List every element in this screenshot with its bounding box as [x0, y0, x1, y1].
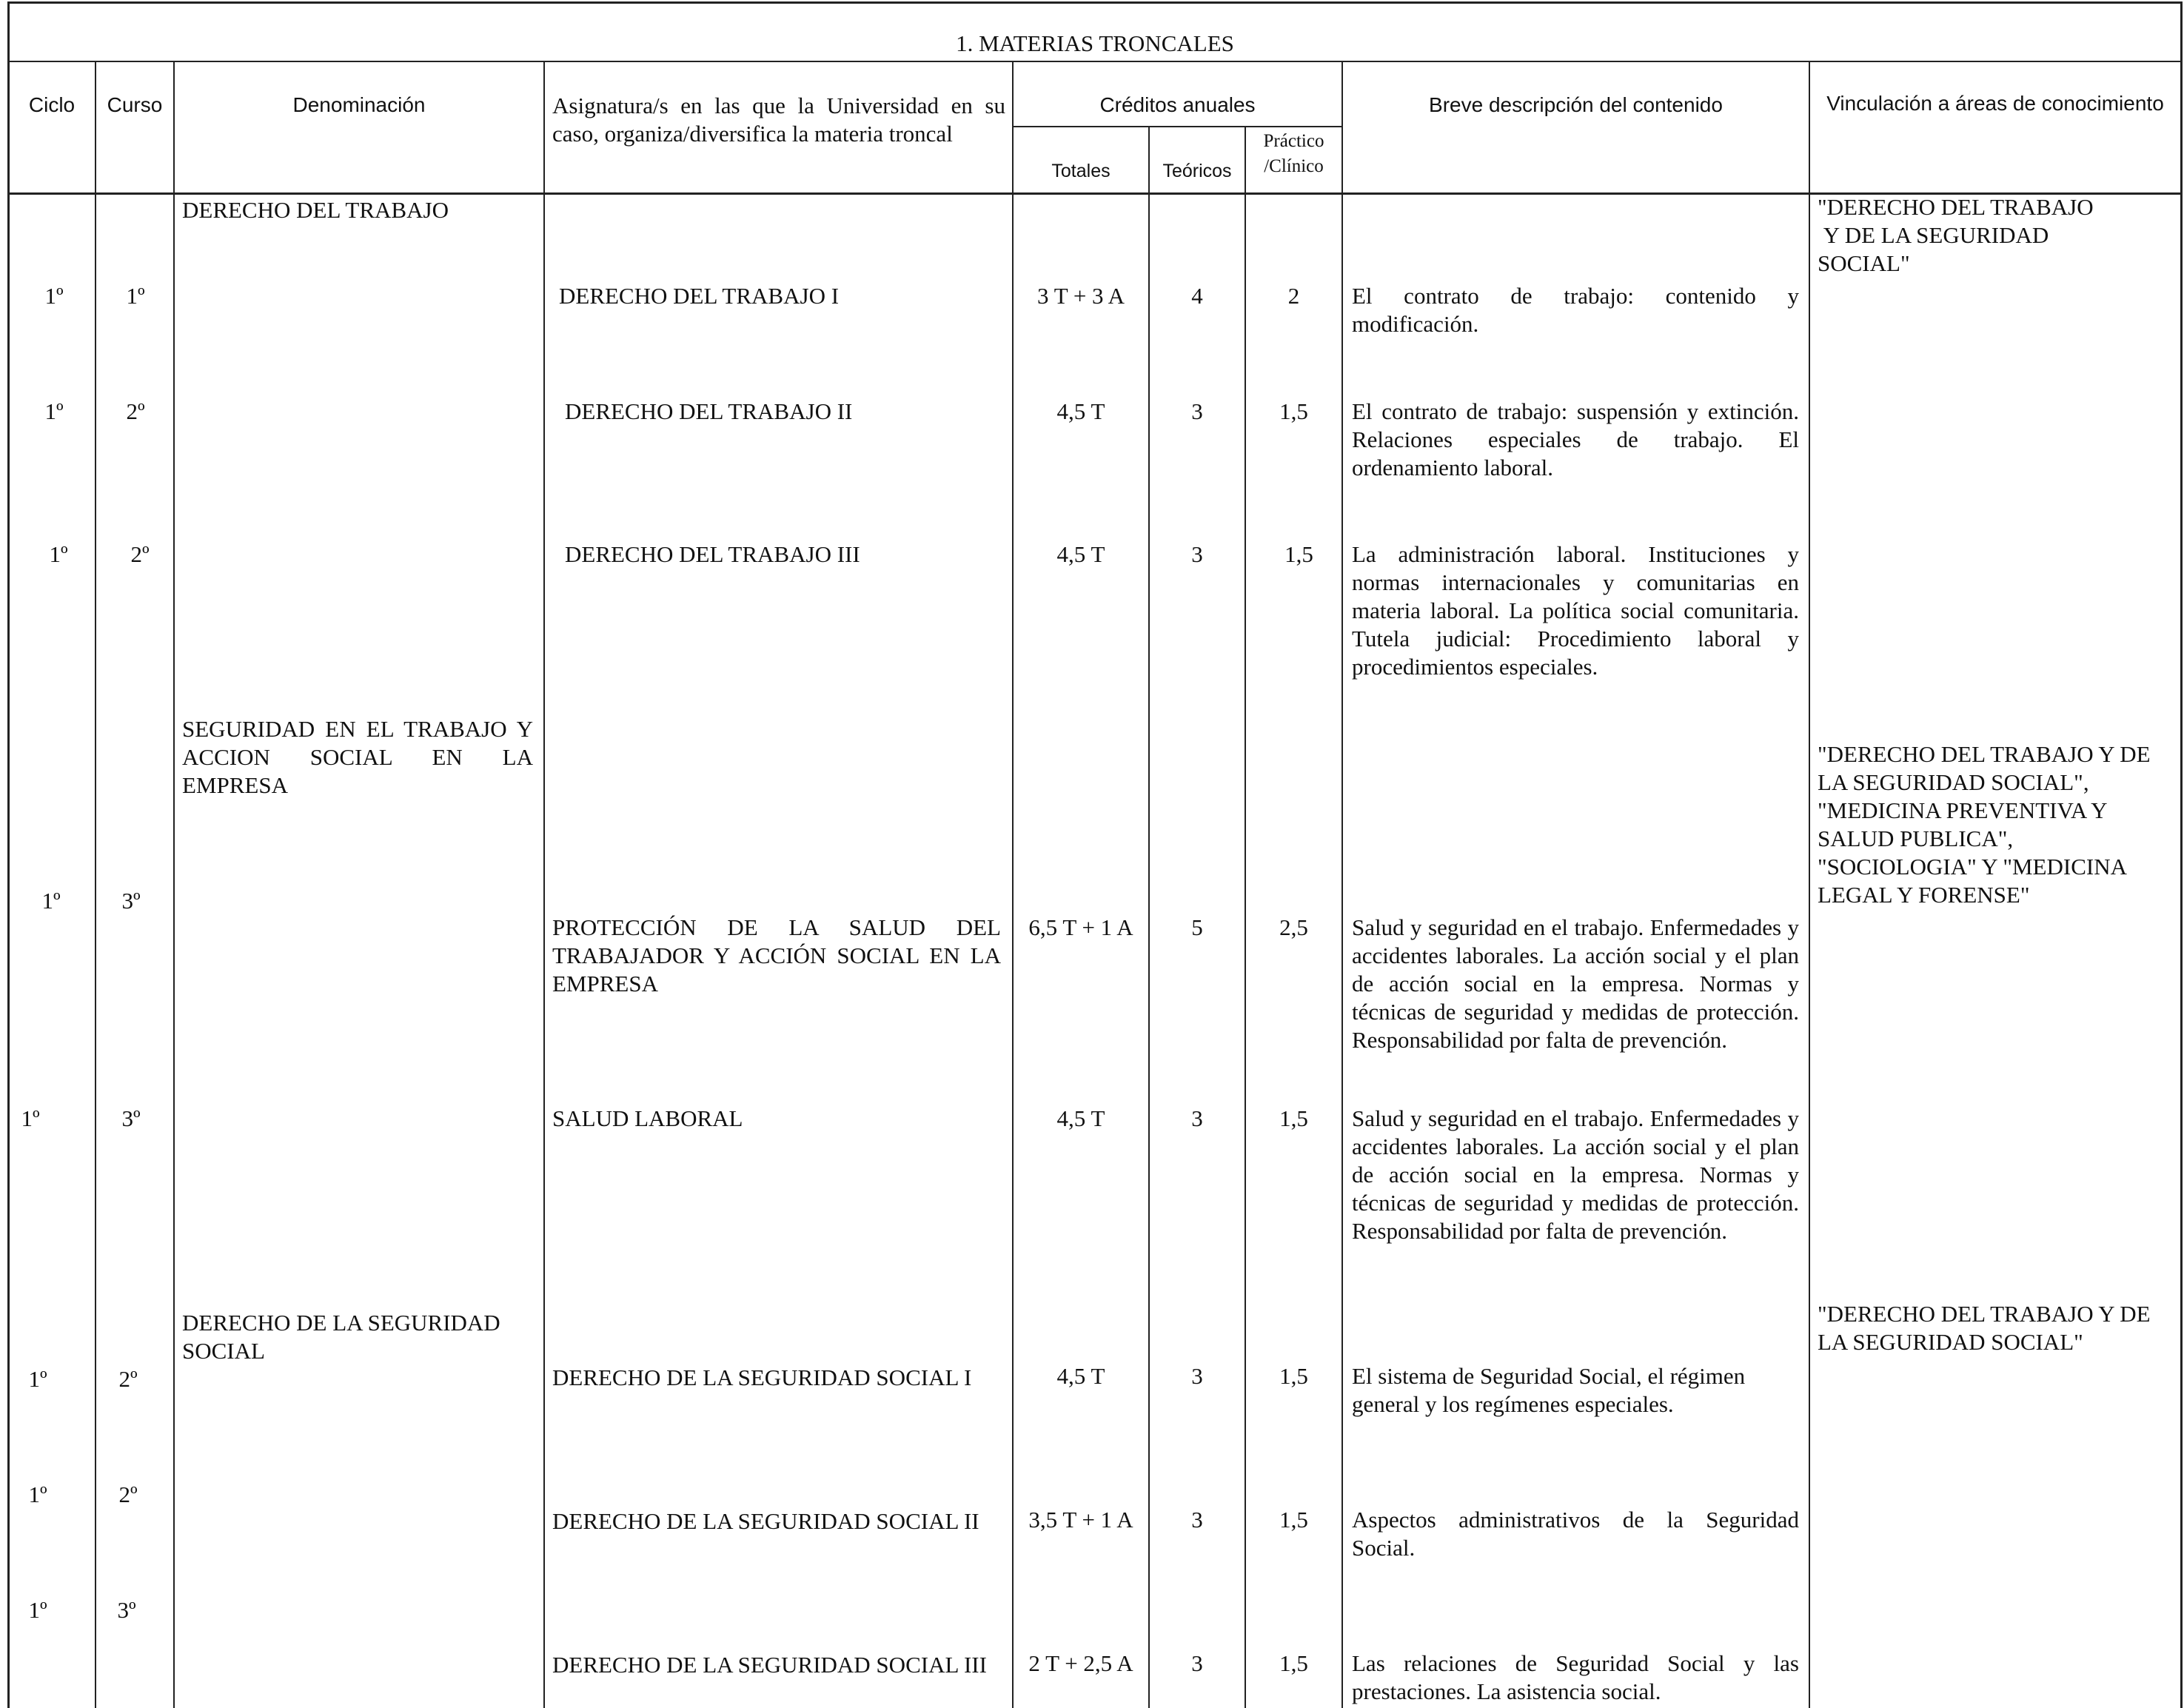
- header-asignatura: Asignatura/s en las que la Universidad en su caso, organiza/diversifica la materia troncal: [552, 93, 1011, 147]
- row-descripcion: El contrato de trabajo: contenido y modificación.: [1352, 283, 1805, 337]
- row-totales: 3,5 T + 1 A: [1028, 1507, 1133, 1533]
- row-curso: 2º: [126, 398, 145, 424]
- header-descripcion: Breve descripción del contenido: [1429, 93, 1723, 116]
- row-ciclo: 1º: [21, 1105, 40, 1131]
- header-creditos: Créditos anuales: [1099, 93, 1256, 116]
- row-ciclo: 1º: [28, 1481, 47, 1507]
- row-asignatura: DERECHO DE LA SEGURIDAD SOCIAL I: [552, 1364, 972, 1390]
- row-curso: 2º: [118, 1366, 138, 1392]
- row-asignatura: SALUD LABORAL: [552, 1105, 743, 1131]
- vinculacion-seguridad-social: "DERECHO DEL TRABAJO Y DE LA SEGURIDAD SOCIAL": [1818, 1301, 2157, 1355]
- row-curso: 3º: [121, 888, 141, 914]
- row-descripcion: El sistema de Seguridad Social, el régimen general y los regímenes especiales.: [1352, 1363, 1751, 1417]
- row-asignatura: DERECHO DEL TRABAJO I: [559, 283, 840, 309]
- row-totales: 2 T + 2,5 A: [1028, 1650, 1133, 1676]
- header-vinculacion: Vinculación a áreas de conocimiento: [1826, 92, 2164, 115]
- header-curso: Curso: [107, 93, 163, 116]
- denominacion-seguridad-trabajo: SEGURIDAD EN EL TRABAJO Y ACCION SOCIAL EN LA EMPRESA: [182, 716, 539, 798]
- row-teoricos: 3: [1191, 1650, 1203, 1676]
- row-teoricos: 3: [1191, 1363, 1203, 1389]
- row-teoricos: 3: [1191, 398, 1203, 424]
- row-teoricos: 5: [1191, 914, 1203, 940]
- row-ciclo: 1º: [28, 1597, 47, 1623]
- title-divider: [7, 61, 2183, 62]
- row-teoricos: 4: [1191, 283, 1203, 309]
- col-divider-denominacion: [543, 61, 545, 1708]
- table-border-right: [2180, 1, 2183, 1708]
- row-teoricos: 3: [1191, 1105, 1203, 1131]
- header-denominacion: Denominación: [292, 93, 426, 116]
- denominacion-seguridad-social: DERECHO DE LA SEGURIDAD SOCIAL: [182, 1310, 506, 1364]
- row-totales: 4,5 T: [1056, 1105, 1105, 1131]
- row-practico: 1,5: [1284, 541, 1313, 567]
- row-ciclo: 1º: [28, 1366, 47, 1392]
- header-ciclo: Ciclo: [28, 93, 76, 116]
- row-curso: 3º: [117, 1597, 136, 1623]
- row-totales: 4,5 T: [1056, 1363, 1105, 1389]
- row-ciclo: 1º: [44, 283, 64, 309]
- row-descripcion: La administración laboral. Instituciones y normas internacionales y comunitarias en materia laboral. La política social comunitaria. Tutela judicial: Procedimiento laboral y procedimientos especiales.: [1352, 541, 1805, 680]
- row-practico: 1,5: [1279, 1507, 1308, 1533]
- row-totales: 6,5 T + 1 A: [1028, 914, 1133, 940]
- row-curso: 3º: [121, 1105, 141, 1131]
- row-practico: 2: [1287, 283, 1300, 309]
- row-curso: 2º: [118, 1481, 138, 1507]
- row-practico: 2,5: [1279, 914, 1308, 940]
- row-practico: 1,5: [1279, 1105, 1308, 1131]
- row-curso: 1º: [126, 283, 145, 309]
- vinculacion-seguridad-trabajo: "DERECHO DEL TRABAJO Y DE LA SEGURIDAD SOCIAL", "MEDICINA PREVENTIVA Y SALUD PUBLICA", "SOCIOLOGIA" Y "MEDICINA LEGAL Y FORENSE": [1818, 741, 2157, 908]
- vinculacion-derecho-trabajo: "DERECHO DEL TRABAJO Y DE LA SEGURIDAD SOCIAL": [1818, 194, 2094, 276]
- row-asignatura: DERECHO DEL TRABAJO III: [565, 541, 860, 567]
- col-divider-practico: [1341, 61, 1343, 1708]
- row-asignatura: DERECHO DE LA SEGURIDAD SOCIAL III: [552, 1652, 987, 1678]
- row-asignatura: PROTECCIÓN DE LA SALUD DEL TRABAJADOR Y ACCIÓN SOCIAL EN LA EMPRESA: [552, 914, 1007, 997]
- table-border-left: [7, 1, 10, 1708]
- row-descripcion: Salud y seguridad en el trabajo. Enfermedades y accidentes laborales. La acción social y el plan de acción social en la empresa. Normas y técnicas de seguridad y medidas de protección. Responsabilidad por falta de prevención.: [1352, 1105, 1805, 1244]
- row-totales: 3 T + 3 A: [1037, 283, 1125, 309]
- row-teoricos: 3: [1191, 1507, 1203, 1533]
- row-practico: 1,5: [1279, 398, 1308, 424]
- denominacion-derecho-trabajo: DERECHO DEL TRABAJO: [182, 197, 449, 223]
- row-totales: 4,5 T: [1056, 541, 1105, 567]
- row-practico: 1,5: [1279, 1363, 1308, 1389]
- col-divider-ciclo: [95, 61, 96, 1708]
- table-border-top: [7, 1, 2183, 4]
- row-ciclo: 1º: [44, 398, 64, 424]
- header-totales: Totales: [1051, 161, 1111, 181]
- col-divider-descripcion: [1809, 61, 1810, 1708]
- row-asignatura: DERECHO DEL TRABAJO II: [565, 398, 853, 424]
- col-divider-curso: [173, 61, 175, 1708]
- row-descripcion: El contrato de trabajo: suspensión y extinción. Relaciones especiales de trabajo. El ordenamiento laboral.: [1352, 398, 1805, 480]
- table-title: 1. MATERIAS TRONCALES: [956, 30, 1234, 56]
- row-ciclo: 1º: [49, 541, 68, 567]
- row-teoricos: 3: [1191, 541, 1203, 567]
- creditos-subheader-divider: [1012, 126, 1341, 127]
- row-descripcion: Aspectos administrativos de la Seguridad Social.: [1352, 1507, 1805, 1561]
- row-curso: 2º: [130, 541, 150, 567]
- row-asignatura: DERECHO DE LA SEGURIDAD SOCIAL II: [552, 1508, 979, 1534]
- row-descripcion: Las relaciones de Seguridad Social y las prestaciones. La asistencia social.: [1352, 1650, 1805, 1704]
- header-teoricos: Teóricos: [1162, 161, 1232, 181]
- row-descripcion: Salud y seguridad en el trabajo. Enfermedades y accidentes laborales. La acción social y el plan de acción social en la empresa. Normas y técnicas de seguridad y medidas de protección. Responsabilidad por falta de prevención.: [1352, 914, 1805, 1053]
- row-ciclo: 1º: [41, 888, 61, 914]
- row-practico: 1,5: [1279, 1650, 1308, 1676]
- row-totales: 4,5 T: [1056, 398, 1105, 424]
- header-practico: Práctico /Clínico: [1263, 131, 1329, 176]
